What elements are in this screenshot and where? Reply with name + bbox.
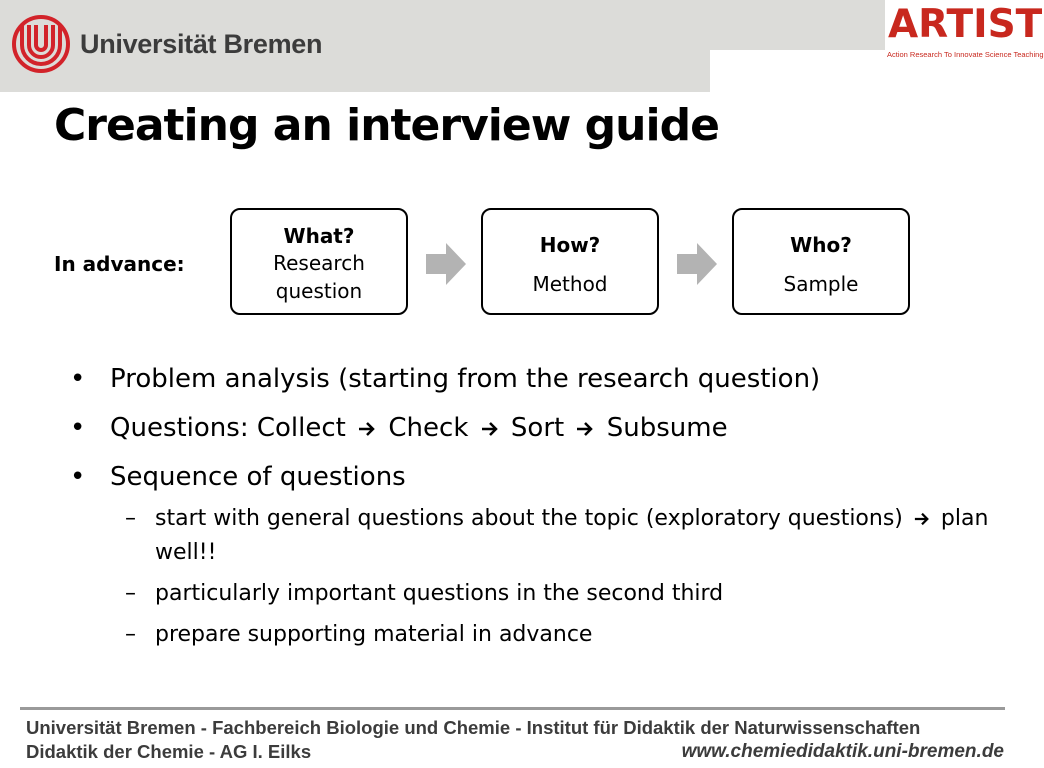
sub-bullet-item xyxy=(70,618,990,652)
bullet-list xyxy=(70,362,990,659)
flow-box-text: Sample xyxy=(783,272,859,296)
flow-box-text: Research xyxy=(273,251,365,275)
flow-box-what xyxy=(230,208,408,315)
flow-box-who xyxy=(732,208,910,315)
slide-title: Creating an interview guide xyxy=(54,100,719,151)
sub-bullet-dash: – xyxy=(125,506,136,531)
flow-box-how xyxy=(481,208,659,315)
arrow-right-icon xyxy=(576,420,594,438)
sub-bullet-text: start with general questions about the topic (exploratory questions) xyxy=(155,506,903,531)
sub-bullet-dash: – xyxy=(125,622,136,647)
bullet-text: Problem analysis (starting from the research question) xyxy=(110,364,821,394)
flow-box-text: question xyxy=(275,279,363,303)
flow-box-text: Method xyxy=(532,272,608,296)
artist-logo-text: ARTIST xyxy=(888,2,1043,47)
in-advance-label: In advance: xyxy=(54,252,185,276)
sub-bullet-text: plan well!! xyxy=(155,506,989,565)
artist-tagline: Action Research To Innovate Science Teaching xyxy=(887,50,1044,59)
arrow-right-icon xyxy=(358,420,376,438)
header-band-extension xyxy=(710,0,885,50)
bullet-text: Check xyxy=(388,413,469,443)
sub-bullet-text: prepare supporting material in advance xyxy=(155,622,593,647)
footer-institution: Universität Bremen - Fachbereich Biologie und Chemie - Institut für Didaktik der Naturwissenschaften xyxy=(26,717,921,738)
sub-bullet-dash: – xyxy=(125,581,136,606)
block-arrow-right-icon xyxy=(426,243,466,285)
flow-box-heading: Who? xyxy=(790,233,852,257)
flow-box-heading: What? xyxy=(283,224,355,248)
flow-box-heading: How? xyxy=(539,233,601,257)
footer-divider xyxy=(20,707,1005,710)
bullet-dot-icon: • xyxy=(70,364,86,394)
bullet-text: Questions: Collect xyxy=(110,413,346,443)
sub-bullet-item xyxy=(70,577,990,611)
arrow-right-icon xyxy=(481,420,499,438)
uni-bremen-logo-icon xyxy=(10,15,72,73)
sub-bullet-text: particularly important questions in the second third xyxy=(155,581,724,606)
footer-website: www.chemiedidaktik.uni-bremen.de xyxy=(681,741,1004,762)
arrow-right-icon xyxy=(914,511,930,527)
sub-bullet-item xyxy=(70,502,990,570)
university-name: Universität Bremen xyxy=(80,29,323,59)
bullet-item xyxy=(70,460,990,494)
bullet-dot-icon: • xyxy=(70,462,86,492)
footer-group: Didaktik der Chemie - AG I. Eilks xyxy=(26,741,312,762)
bullet-text: Sort xyxy=(510,413,565,443)
bullet-text: Sequence of questions xyxy=(110,462,406,492)
bullet-dot-icon: • xyxy=(70,413,86,443)
bullet-item xyxy=(70,411,990,445)
bullet-text: Subsume xyxy=(606,413,728,443)
bullet-item xyxy=(70,362,990,396)
block-arrow-right-icon xyxy=(677,243,717,285)
